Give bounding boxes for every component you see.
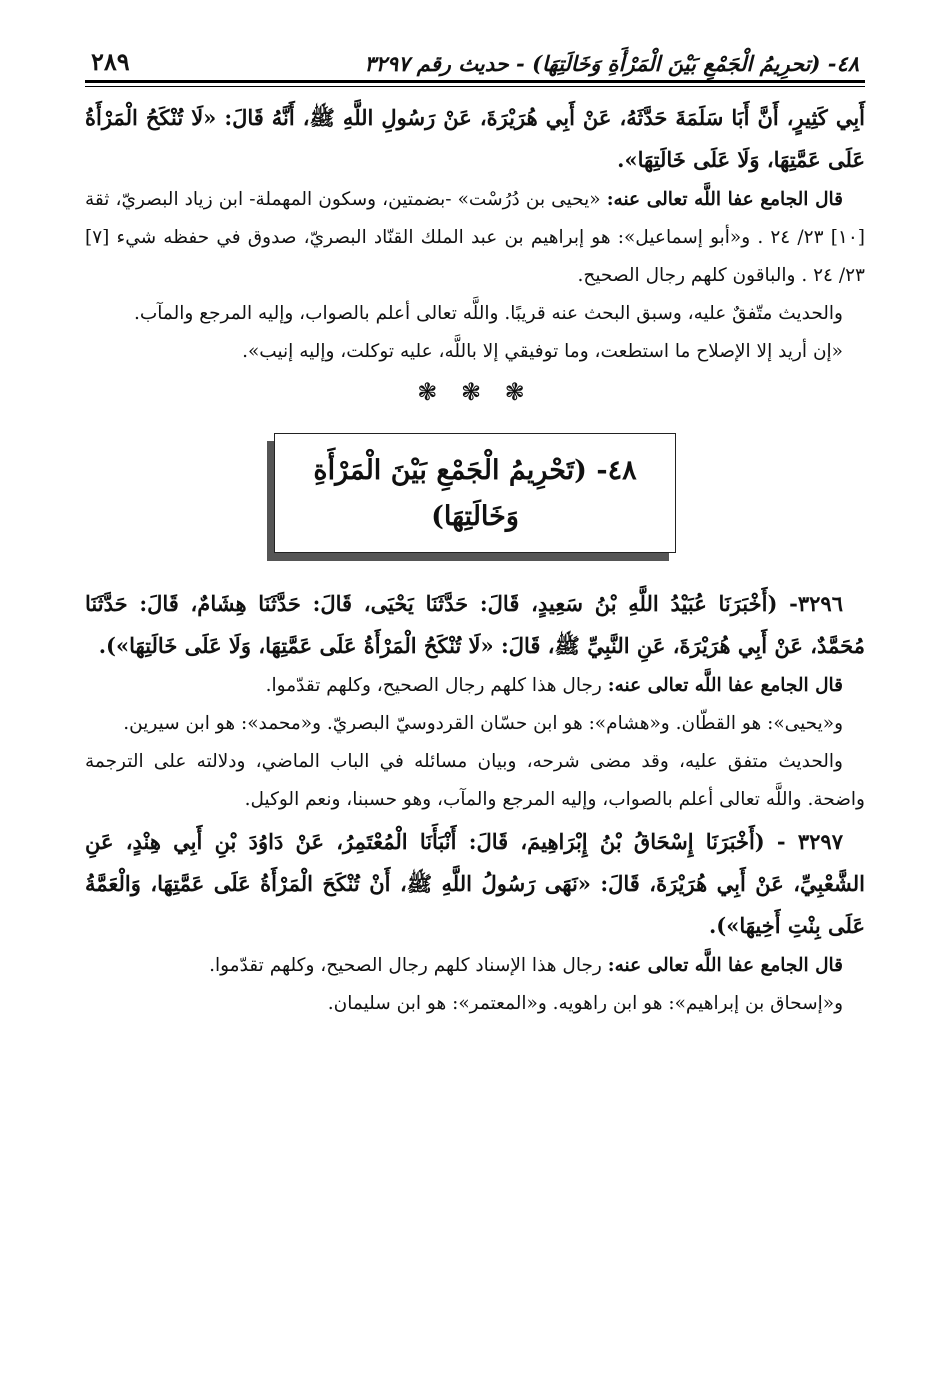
closing-quote: «إن أريد إلا الإصلاح ما استطعت، وما توفيقي إلا باللَّه، عليه توكلت، وإليه إنيب».: [242, 341, 843, 362]
chapter-heading-box: [274, 433, 676, 553]
hadith-note: والحديث متّفقٌ عليه، وسبق البحث عنه قريبًا. واللَّه تعالى أعلم بالصواب، وإليه المرجع والمآب.: [134, 303, 843, 324]
running-title: ٤٨- (تحرِيمُ الْجَمْعِ بَيْنَ الْمَرْأَةِ وَخَالَتِهَا) - حديث رقم ٣٢٩٧: [364, 51, 859, 76]
commentary-label: قال الجامع عفا اللَّه تعالى عنه:: [607, 675, 843, 696]
chapter-title-line-2: وَخَالَتِهَا): [431, 501, 519, 532]
header-rule: [85, 80, 865, 87]
commentary-paragraph: [85, 181, 865, 295]
hadith-3296-narrators: و«يحيى»: هو القطّان. و«هشام»: هو ابن حسّان القردوسيّ البصريّ. و«محمد»: هو ابن سيرين.: [123, 713, 843, 734]
chapter-title-line-1: ٤٨- (تَحْرِيمُ الْجَمْعِ بَيْنَ الْمَرْأَةِ: [313, 455, 637, 486]
hadith-3296-note: والحديث متفق عليه، وقد مضى شرحه، وبيان مسائله في الباب الماضي، ودلالته على الترجمة واضحة. واللَّه تعالى أعلم بالصواب، وإليه المرجع والمآب، وهو حسبنا، ونعم الوكيل.: [85, 751, 865, 810]
page-header: [85, 40, 865, 74]
section-ornament: ❃ ❃ ❃: [417, 378, 533, 406]
hadith-3297-narrators: و«إسحاق بن إبراهيم»: هو ابن راهويه. و«المعتمر»: هو ابن سليمان.: [327, 993, 843, 1014]
hadith-3296-section: [85, 583, 865, 819]
page-number: ٢٨٩: [91, 47, 130, 76]
commentary-text: رجال هذا كلهم رجال الصحيح، وكلهم تقدّموا.: [265, 675, 602, 696]
commentary-label: قال الجامع عفا اللَّه تعالى عنه:: [606, 189, 843, 210]
hadith-3297-section: [85, 821, 865, 1023]
commentary-text: «يحيى بن دُرُسْت» -بضمتين، وسكون المهملة- ابن زياد البصريّ، ثقة [١٠] ٢٣/ ٢٤ . و«أبو إسماعيل»: هو إبراهيم بن عبد الملك القنّاد البصريّ، صدوق في حفظه شيء [٧] ٢٣/ ٢٤ . والباقون كلهم رجال الصحيح.: [85, 189, 866, 286]
hadith-3297-commentary: [85, 947, 865, 985]
hadith-3296-commentary: [85, 667, 865, 705]
commentary-label: قال الجامع عفا اللَّه تعالى عنه:: [607, 955, 843, 976]
hadith-3297-text: ٣٢٩٧ - (أَخْبَرَنَا إِسْحَاقُ بْنُ إِبْرَاهِيمَ، قَالَ: أَنْبَأَنَا الْمُعْتَمِرُ، عَنْ دَاوُدَ بْنِ أَبِي هِنْدٍ، عَنِ الشَّعْبِيِّ، عَنْ أَبِي هُرَيْرَةَ، قَالَ: «نَهَى رَسُولُ اللَّهِ ﷺ، أَنْ تُنْكَحَ الْمَرْأَةُ عَلَى عَمَّتِهَا، وَالْعَمَّةُ عَلَى بِنْتِ أَخِيهَا»).: [85, 829, 865, 938]
commentary-text: رجال هذا الإسناد كلهم رجال الصحيح، وكلهم تقدّموا.: [209, 955, 602, 976]
hadith-3296-text: ٣٢٩٦- (أَخْبَرَنَا عُبَيْدُ اللَّهِ بْنُ سَعِيدٍ، قَالَ: حَدَّثَنَا يَحْيَى، قَالَ: حَدَّثَنَا هِشَامٌ، قَالَ: حَدَّثَنَا مُحَمَّدٌ، عَنْ أَبِي هُرَيْرَةَ، عَنِ النَّبِيِّ ﷺ، قَالَ: «لَا تُنْكَحُ الْمَرْأَةُ عَلَى عَمَّتِهَا، وَلَا عَلَى خَالَتِهَا»).: [85, 591, 865, 658]
hadith-continuation: أَبِي كَثِيرٍ، أَنَّ أَبَا سَلَمَةَ حَدَّثَهُ، عَنْ أَبِي هُرَيْرَةَ، عَنْ رَسُولِ اللَّهِ ﷺ، أَنَّهُ قَالَ: «لَا تُنْكَحُ الْمَرْأَةُ عَلَى عَمَّتِهَا، وَلَا عَلَى خَالَتِهَا».: [85, 105, 866, 172]
top-section: [85, 97, 865, 371]
book-page: [85, 40, 865, 1025]
chapter-heading-wrap: [85, 433, 865, 553]
